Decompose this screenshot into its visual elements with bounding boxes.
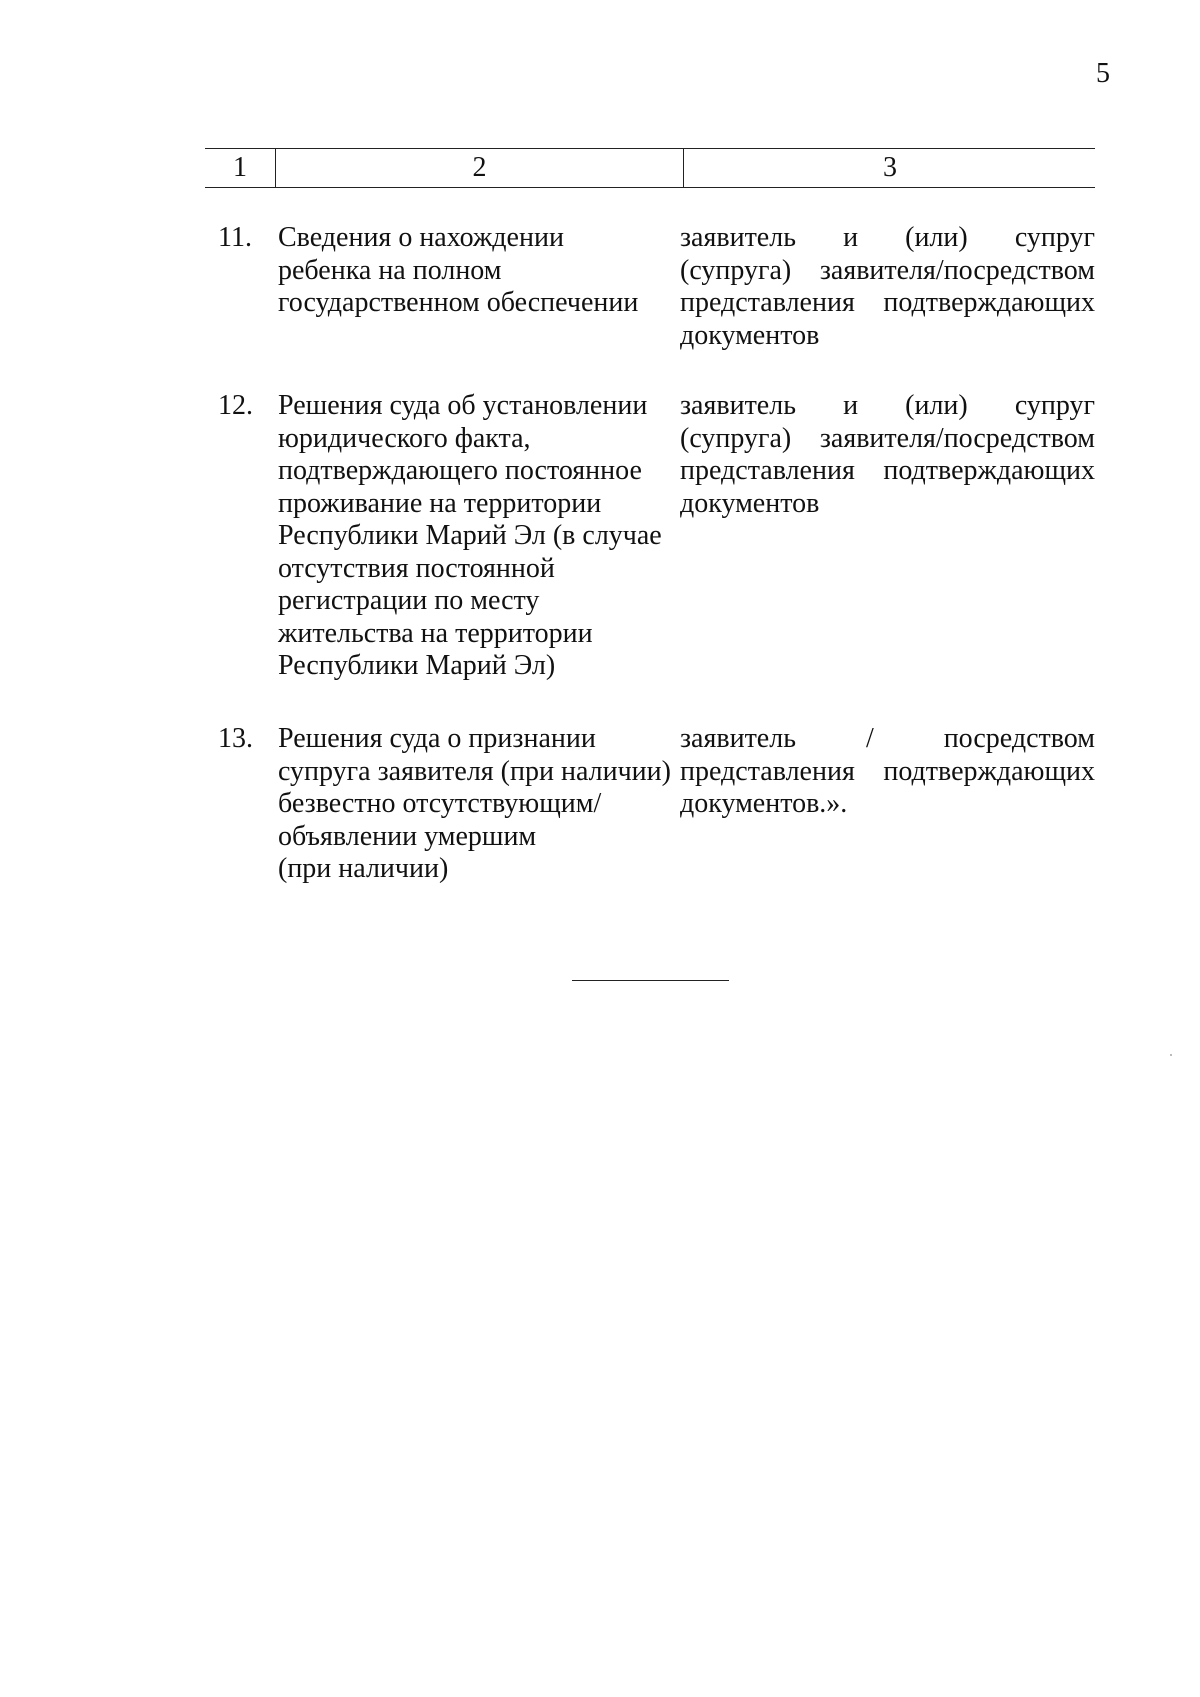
page-number: 5 — [1096, 58, 1110, 89]
row-source-line: представления подтверждающих — [680, 455, 1095, 486]
row-source-line: (супруга) заявителя/посредством — [680, 422, 1095, 454]
row-source-line: заявитель и (или) супруг — [680, 222, 1095, 253]
row-source-line: документов — [680, 319, 820, 351]
table-header-cell-3: 3 — [883, 152, 897, 183]
scan-speck — [1170, 1054, 1172, 1056]
row-number: 12. — [218, 390, 253, 421]
row-source — [680, 723, 1095, 821]
row-source-line: представления подтверждающих — [680, 755, 1095, 787]
row-description: Решения суда о признании супруга заявителя (при наличии) безвестно отсутствующим/ объявлении умершим (при наличии) — [278, 723, 671, 884]
end-of-document-rule — [572, 980, 729, 981]
row-description: Сведения о нахождении ребенка на полном государственном обеспечении — [278, 222, 639, 318]
row-source-line: заявитель и (или) супруг — [680, 390, 1095, 421]
table-header-cell-1: 1 — [205, 149, 276, 187]
row-source — [680, 222, 1095, 352]
row-number: 13. — [218, 723, 253, 754]
table-header-row — [205, 148, 1095, 188]
row-number: 11. — [218, 222, 252, 253]
row-description: Решения суда об установлении юридического факта, подтверждающего постоянное проживание на территории Республики Марий Эл (в случае отсутствия постоянной регистрации по месту жительства на территории Республики Марий Эл) — [278, 390, 662, 681]
row-source-line: (супруга) заявителя/посредством — [680, 254, 1095, 286]
row-source-line: представления подтверждающих — [680, 287, 1095, 318]
table-header-cell-2: 2 — [276, 149, 684, 187]
row-source-line: документов.». — [680, 788, 848, 819]
row-source-line: документов — [680, 487, 820, 519]
row-source-line: заявитель / посредством — [680, 723, 1095, 754]
row-source — [680, 390, 1095, 520]
